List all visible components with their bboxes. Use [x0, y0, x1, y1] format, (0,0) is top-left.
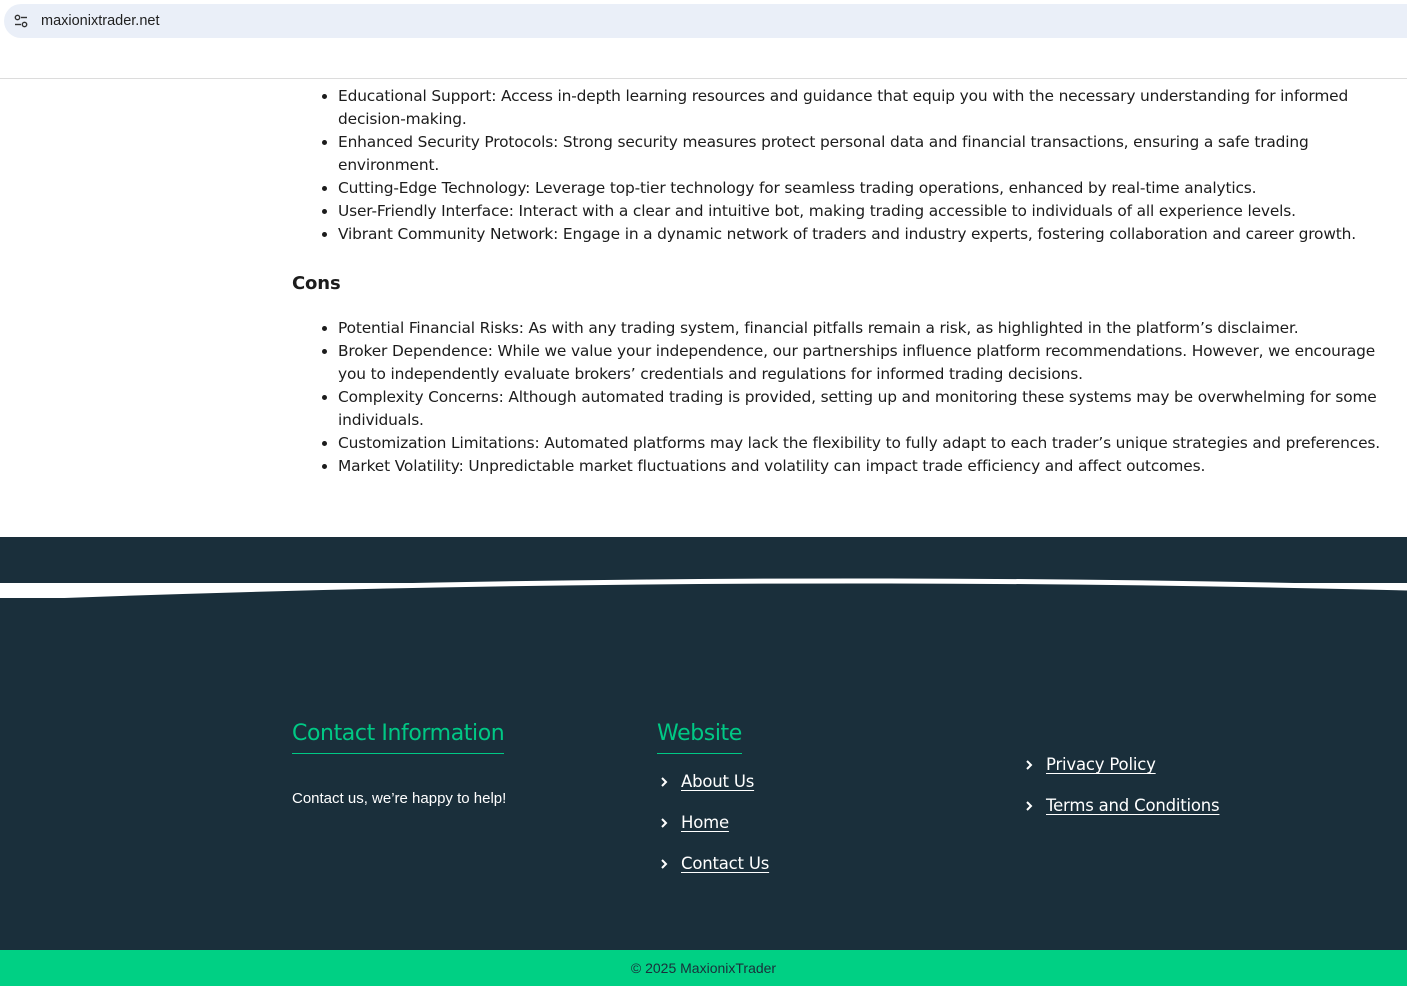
- footer-top-band: [0, 537, 1407, 583]
- cons-list: [292, 317, 1382, 478]
- list-item: • Enhanced Security Protocols: Strong security measures protect personal data and financial transactions, ensuring a safe trading environment.: [338, 131, 1382, 177]
- home-link[interactable]: Home: [681, 813, 729, 832]
- chevron-right-icon: [659, 816, 673, 830]
- list-item: • Educational Support: Access in-depth learning resources and guidance that equip you with the necessary understanding for informed decision-making.: [338, 85, 1382, 131]
- site-header: [0, 38, 1407, 79]
- chevron-right-icon: [659, 857, 673, 871]
- legal-links: [1022, 744, 1219, 826]
- footer-link-terms[interactable]: [1022, 785, 1219, 826]
- contact-title: Contact Information: [292, 718, 504, 754]
- footer-link-home[interactable]: [657, 802, 769, 843]
- footer-website-column: [657, 718, 769, 884]
- website-title: Website: [657, 718, 742, 754]
- list-item: • User-Friendly Interface: Interact with a clear and intuitive bot, making trading accessible to individuals of all experience levels.: [338, 200, 1382, 223]
- chevron-right-icon: [1024, 758, 1038, 772]
- footer-link-privacy[interactable]: [1022, 744, 1219, 785]
- footer-link-about[interactable]: [657, 761, 769, 802]
- privacy-policy-link[interactable]: Privacy Policy: [1046, 755, 1156, 774]
- contact-us-link[interactable]: Contact Us: [681, 854, 770, 873]
- list-item: • Customization Limitations: Automated platforms may lack the flexibility to fully adapt to each trader’s unique strategies and preferences.: [338, 432, 1382, 455]
- copyright-bar: [0, 950, 1407, 986]
- browser-address-bar[interactable]: [4, 4, 1407, 38]
- article-content: [292, 62, 1382, 478]
- pros-list: [292, 85, 1382, 246]
- list-item: • Vibrant Community Network: Engage in a dynamic network of traders and industry experts, fostering collaboration and career growth.: [338, 223, 1382, 246]
- list-item: • Complexity Concerns: Although automated trading is provided, setting up and monitoring these systems may be overwhelming for some individuals.: [338, 386, 1382, 432]
- list-item: • Cutting-Edge Technology: Leverage top-tier technology for seamless trading operations, enhanced by real-time analytics.: [338, 177, 1382, 200]
- contact-text: Contact us, we’re happy to help!: [292, 790, 507, 807]
- url-text[interactable]: maxionixtrader.net: [41, 13, 160, 29]
- cons-heading: Cons: [292, 273, 341, 294]
- copyright-text: © 2025 MaxionixTrader: [630, 960, 777, 976]
- list-item: • Potential Financial Risks: As with any trading system, financial pitfalls remain a risk, as highlighted in the platform’s disclaimer.: [338, 317, 1382, 340]
- footer: [0, 598, 1407, 950]
- footer-link-contact[interactable]: [657, 843, 769, 884]
- chevron-right-icon: [1024, 799, 1038, 813]
- terms-link[interactable]: Terms and Conditions: [1046, 796, 1220, 815]
- footer-legal-column: [1022, 744, 1219, 826]
- list-item: • Market Volatility: Unpredictable market fluctuations and volatility can impact trade efficiency and affect outcomes.: [338, 455, 1382, 478]
- list-item: • Broker Dependence: While we value your independence, our partnerships influence platform recommendations. However, we encourage you to independently evaluate brokers’ credentials and regulations for informed trading decisions.: [338, 340, 1382, 386]
- chevron-right-icon: [659, 775, 673, 789]
- tune-icon[interactable]: [10, 10, 32, 32]
- about-us-link[interactable]: About Us: [681, 772, 755, 791]
- footer-contact-column: [292, 718, 506, 809]
- website-links: [657, 761, 769, 884]
